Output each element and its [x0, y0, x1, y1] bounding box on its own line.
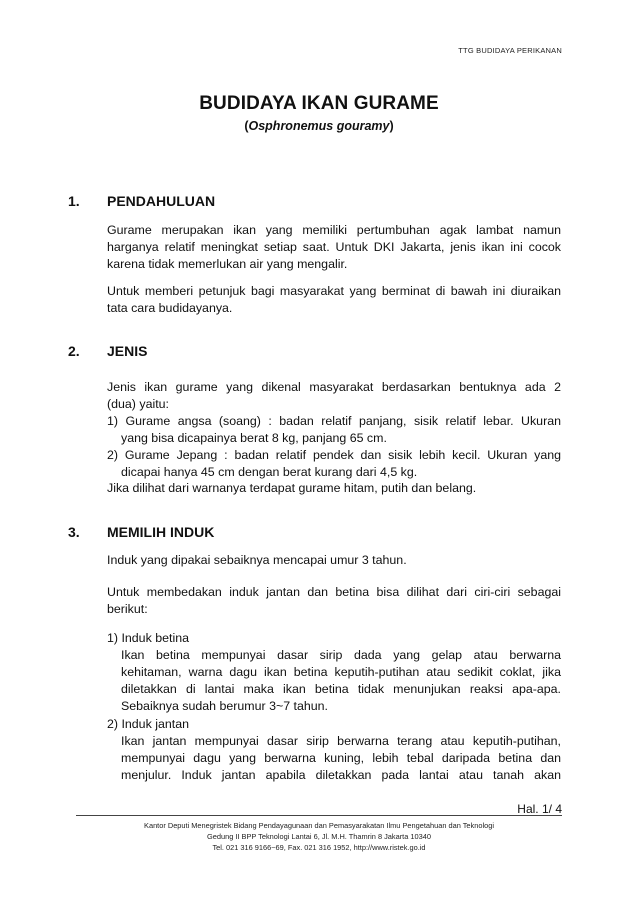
footer-line: Kantor Deputi Menegristek Bidang Pendayagunaan dan Pemasyarakatan Ilmu Pengetahuan dan Teknologi — [144, 821, 494, 830]
text-line: mempunyai dagu yang berwarna kuning, lebih tebal daripada betina dan — [121, 751, 561, 765]
section-number: 1. — [68, 193, 80, 209]
list-item: 1) Gurame angsa (soang) : badan relatif panjang, sisik relatif lebar. Ukuran — [107, 414, 561, 428]
text-line: Ikan betina mempunyai dasar sirip dada yang gelap atau berwarna — [121, 648, 561, 662]
section-title: MEMILIH INDUK — [107, 524, 215, 540]
subtitle-close: ) — [389, 119, 394, 133]
text-line: harganya relatif meningkat setiap saat. Untuk DKI Jakarta, jenis ikan ini cocok — [107, 240, 561, 254]
page-subtitle — [0, 119, 638, 133]
paragraph — [107, 222, 561, 273]
section-title: JENIS — [107, 343, 148, 359]
text-line: Ikan jantan mempunyai dasar sirip berwarna terang atau keputih-putihan, — [121, 734, 561, 748]
footer-divider — [76, 815, 562, 816]
text-line: Untuk memberi petunjuk bagi masyarakat yang berminat di bawah ini diuraikan — [107, 284, 561, 298]
text-line: Induk yang dipakai sebaiknya mencapai umur 3 tahun. — [107, 553, 407, 567]
text-line: tata cara budidayanya. — [107, 301, 233, 315]
list-item-head: 1) Induk betina — [107, 631, 189, 645]
section-title: PENDAHULUAN — [107, 193, 216, 209]
page-number: Hal. 1/ 4 — [517, 802, 562, 816]
text-line: (dua) yaitu: — [107, 397, 169, 411]
text-line: Untuk membedakan induk jantan dan betina bisa dilihat dari ciri-ciri sebagai — [107, 585, 561, 599]
list-item: 2) Gurame Jepang : badan relatif pendek dan sisik lebih kecil. Ukuran yang — [107, 448, 561, 462]
paragraph — [107, 379, 561, 481]
page-title: BUDIDAYA IKAN GURAME — [199, 93, 439, 114]
text-line: kehitaman, warna dagu ikan betina keputih-putihan atau sedikit coklat, jika — [121, 665, 561, 679]
paragraph — [107, 552, 561, 569]
paragraph — [107, 480, 561, 497]
list-item-cont: yang bisa dicapainya berat 8 kg, panjang 65 cm. — [121, 431, 387, 445]
section-number: 3. — [68, 524, 80, 540]
footer-line: Gedung II BPP Teknologi Lantai 6, Jl. M.H. Thamrin 8 Jakarta 10340 — [207, 832, 431, 841]
list-item-betina — [107, 630, 561, 715]
running-header: TTG BUDIDAYA PERIKANAN — [458, 46, 562, 55]
subtitle-open: ( — [244, 119, 249, 133]
text-line: diletakkan di lantai maka ikan betina tidak menunjukan reaksi apa-apa. — [121, 682, 561, 696]
text-line: menjulur. Induk jantan apabila diletakkan pada lantai atau tanah akan — [121, 768, 561, 782]
text-line: Sebaiknya sudah berumur 3~7 tahun. — [121, 699, 328, 713]
paragraph — [107, 584, 561, 618]
text-line: Gurame merupakan ikan yang memiliki pertumbuhan agak lambat namun — [107, 223, 561, 237]
list-item-jantan — [107, 716, 561, 784]
text-line: Jenis ikan gurame yang dikenal masyarakat berdasarkan bentuknya ada 2 — [107, 380, 561, 394]
list-item-head: 2) Induk jantan — [107, 717, 189, 731]
paragraph — [107, 283, 561, 317]
text-line: Jika dilihat dari warnanya terdapat gurame hitam, putih dan belang. — [107, 481, 477, 495]
scientific-name: Osphronemus gouramy — [248, 119, 390, 133]
text-line: berikut: — [107, 602, 148, 616]
footer-line: Tel. 021 316 9166~69, Fax. 021 316 1952, http://www.ristek.go.id — [212, 843, 426, 852]
section-number: 2. — [68, 343, 80, 359]
list-item-cont: dicapai hanya 45 cm dengan berat kurang dari 4,5 kg. — [121, 465, 418, 479]
text-line: karena tidak memerlukan air yang mengalir. — [107, 257, 348, 271]
footer-address — [0, 820, 638, 853]
